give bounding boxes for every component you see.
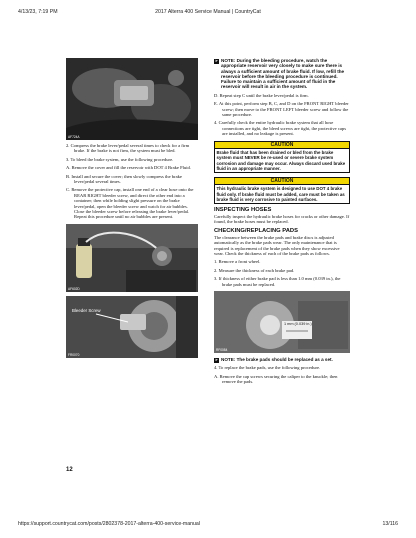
photo-bleeding-hose: [66, 224, 198, 292]
step-c: C. Remove the protective cap, install one end of a clear hose onto the REAR RIGHT bleeder screw, and direct the other end into a container; then while holding slight pressure on the brake lever/pedal, open the bleeder screw and watch for air bubbles. Close the bleeder screw before releasing the brake lever/pedal. Repeat this procedure until no air bubbles are present.: [66, 187, 194, 220]
left-column: [66, 58, 198, 478]
step-d: D. Repeat step C until the brake lever/pedal is firm.: [214, 92, 309, 98]
step-4: 4. Carefully check the entire hydraulic brake system that all hose connections are tight, the bleed screws are tight, the protective caps are installed, and no leakage is present.: [214, 120, 346, 137]
step-b: B. Install and secure the cover; then slowly compress the brake lever/pedal several times.: [66, 173, 182, 185]
caution2-body: This hydraulic brake system is designed to use DOT 4 brake fluid only. If brake fluid must be added, care must be taken as brake fluid is very corrosive to painted surfaces.: [216, 186, 345, 202]
caution-box-dot4: [214, 177, 350, 204]
pads-step-a: A. Remove the cap screws securing the caliper to the knuckle; then remove the pads.: [214, 373, 338, 385]
photo-brake-reservoir-image: [66, 58, 198, 140]
para-inspecting-hoses: Carefully inspect the hydraulic brake hoses for cracks or other damage. If found, the brake hoses must be replaced.: [214, 214, 350, 225]
pads-step-4: 4. To replace the brake pads, use the following procedure.: [214, 365, 321, 371]
note-bleeding: [214, 58, 350, 90]
print-url: https://support.countrycat.com/posts/2802378-2017-alterra-400-service-manual: [18, 521, 200, 527]
note2-text: The brake pads should be replaced as a set.: [236, 357, 333, 363]
step-e: E. At this point, perform step B, C, and D on the FRONT RIGHT bleeder screw; then move to the FRONT LEFT bleeder screw and follow the same procedure.: [214, 101, 349, 117]
bleeder-screw-label: Bleeder Screw: [72, 307, 101, 313]
page-number: 12: [66, 467, 73, 473]
photo1-caption: AF724A: [68, 135, 80, 139]
print-header: [0, 9, 416, 17]
note-pads-set: [214, 357, 350, 362]
pads-step-3: 3. If thickness of either brake pad is less than 1.0 mm (0.039 in.), the brake pads must be replaced.: [214, 276, 341, 287]
heading-inspecting-hoses: INSPECTING HOSES: [214, 207, 272, 214]
photo-brake-pad-image: [214, 291, 350, 353]
photo-brake-reservoir: [66, 58, 198, 140]
photo-bleeder-screw-image: [66, 296, 198, 358]
note2-label: NOTE:: [221, 357, 236, 363]
photo-bleeder-screw: [66, 296, 198, 358]
caution1-heading: CAUTION: [215, 142, 349, 150]
photo4-caption: RF0084: [216, 348, 228, 353]
para-checking-pads: The clearance between the brake pads and brake discs is adjusted automatically as the brake pads wear. The only maintenance that is required is replacement of the brake pads when they show excessive wear. Check the thickness of each of the brake pads as follows.: [214, 234, 340, 257]
photo3-caption: FR0070: [68, 352, 80, 357]
step-2: 2. Compress the brake lever/pedal several times to check for a firm brake. If the brake is not firm, the system must be bled.: [66, 143, 190, 154]
print-title: 2017 Alterra 400 Service Manual | CountryCat: [155, 9, 261, 15]
note-pointer-icon: ☞: [214, 357, 219, 362]
pad-thickness-label: 1 mm (0.039 in.): [284, 322, 312, 327]
pads-step-2: 2. Measure the thickness of each brake pad.: [214, 267, 295, 273]
heading-checking-pads: CHECKING/REPLACING PADS: [214, 227, 298, 234]
print-timestamp: 4/13/23, 7:19 PM: [18, 9, 58, 15]
step-a: A. Remove the cover and fill the reservoir with DOT 4 Brake Fluid.: [66, 165, 191, 171]
caution1-body: Brake fluid that has been drained or bled from the brake system must NEVER be re-used or severe brake system corrosion and damage may occur. Always discard used brake fluid in an appropriate manner.: [216, 150, 346, 171]
photo-bleeding-hose-image: [66, 224, 198, 292]
right-column: [214, 58, 350, 518]
print-page-count: 13/116: [382, 521, 398, 527]
caution2-heading: CAUTION: [215, 178, 349, 186]
note1-text: During the bleeding procedure, watch the appropriate reservoir very closely to make sure there is always a sufficient amount of brake fluid. If low, refill the reservoir before the bleeding procedure is continued. Failure to maintain a sufficient amount of fluid in the reservoir will result in air in the system.: [221, 58, 345, 90]
caution-box-reuse: [214, 141, 350, 173]
pads-step-1: 1. Remove a front wheel.: [214, 259, 261, 265]
photo-brake-pad: [214, 291, 350, 353]
note1-label: NOTE:: [221, 58, 236, 63]
step-3: 3. To bleed the brake system, use the following procedure.: [66, 156, 174, 162]
note-pointer-icon: ☞: [214, 58, 219, 63]
print-footer: [0, 521, 416, 529]
photo2-caption: AF602D: [68, 286, 80, 291]
